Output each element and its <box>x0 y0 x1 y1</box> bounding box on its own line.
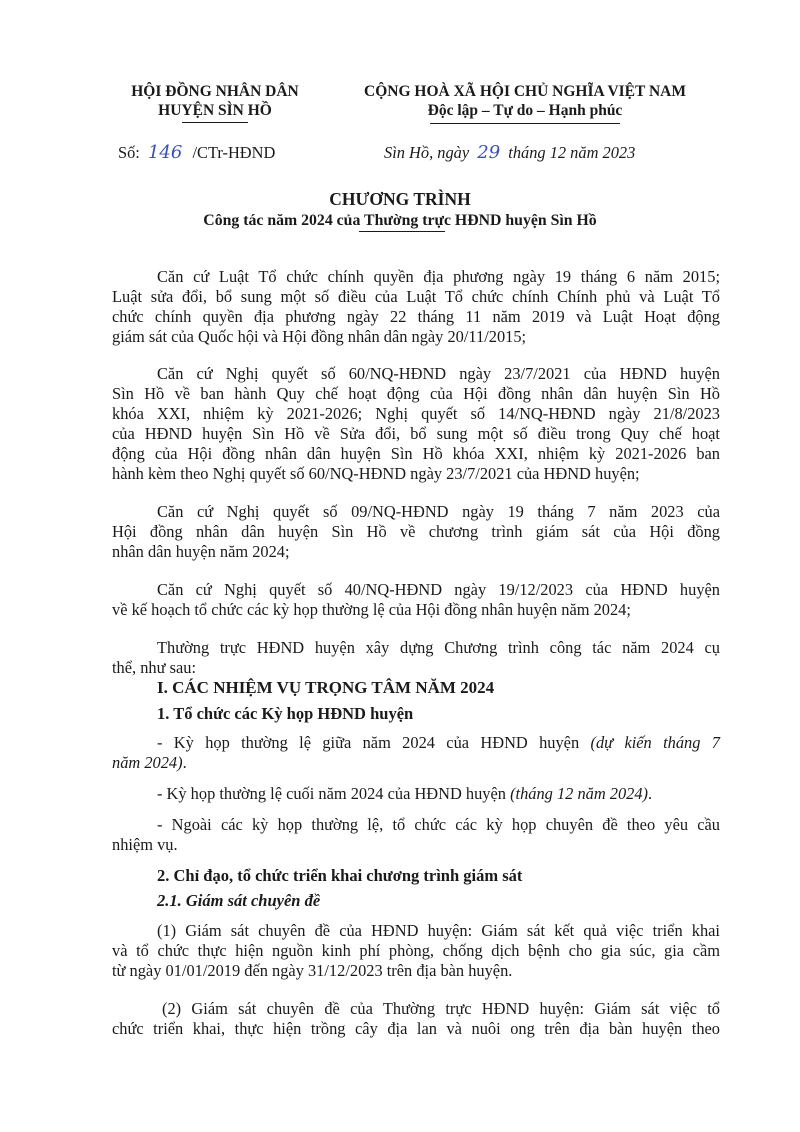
item1-text: - Kỳ họp thường lệ giữa năm 2024 của HĐND huyện <box>157 733 580 752</box>
para1-line3: chức chính quyền địa phương ngày 22 tháng 11 năm 2019 và Luật Hoạt động <box>112 307 720 326</box>
para5-line2: thể, như sau: <box>112 658 196 677</box>
para2-line5: động của Hội đồng nhân dân huyện Sìn Hồ khóa XXI, nhiệm kỳ 2021-2026 ban <box>112 444 720 463</box>
item2-italic: (tháng 12 năm 2024) <box>510 784 649 803</box>
date-suffix: tháng 12 năm 2023 <box>508 143 636 162</box>
para2-line1: Căn cứ Nghị quyết số 60/NQ-HĐND ngày 23/7/2021 của HĐND huyện <box>157 364 720 383</box>
para3-line1: Căn cứ Nghị quyết số 09/NQ-HĐND ngày 19 tháng 7 năm 2023 của <box>157 502 720 521</box>
date-day-handwritten: 29 <box>477 142 501 163</box>
doc-no-suffix: /CTr-HĐND <box>192 143 276 162</box>
document-number <box>118 143 275 163</box>
para6-line2: và tổ chức thực hiện nguồn kinh phí phòng, chống dịch bệnh cho gia súc, gia cầm <box>112 941 720 960</box>
para2-line3: khóa XXI, nhiệm kỳ 2021-2026; Nghị quyết số 14/NQ-HĐND ngày 21/8/2023 <box>112 404 720 423</box>
item1-end: . <box>182 753 187 772</box>
section1-heading: I. CÁC NHIỆM VỤ TRỌNG TÂM NĂM 2024 <box>157 678 495 697</box>
para6-line3: từ ngày 01/01/2019 đến ngày 31/12/2023 trên địa bàn huyện. <box>112 961 513 980</box>
org-underline <box>182 122 248 123</box>
para7-line2: chức triển khai, thực hiện trồng cây địa lan và nuôi ong trên địa bàn huyện theo <box>112 1019 720 1038</box>
org-name-line2: HUYỆN SÌN HỒ <box>158 102 272 119</box>
item2-text: - Kỳ họp thường lệ cuối năm 2024 của HĐND huyện <box>157 784 506 803</box>
sub1-heading: 1. Tổ chức các Kỳ họp HĐND huyện <box>157 704 414 723</box>
para4-line1: Căn cứ Nghị quyết số 40/NQ-HĐND ngày 19/12/2023 của HĐND huyện <box>157 580 720 599</box>
para6-line1: (1) Giám sát chuyên đề của HĐND huyện: Giám sát kết quả việc triển khai <box>157 921 720 940</box>
document-subtitle: Công tác năm 2024 của Thường trực HĐND huyện Sìn Hồ <box>203 212 597 229</box>
para1-line4: giám sát của Quốc hội và Hội đồng nhân dân ngày 20/11/2015; <box>112 327 527 346</box>
item1-italic: (dự kiến tháng 7 <box>590 733 720 752</box>
para2-line4: của HĐND huyện Sìn Hồ về Sửa đổi, bổ sung một số điều trong Quy chế hoạt <box>112 424 720 443</box>
item3-line2: nhiệm vụ. <box>112 835 178 854</box>
para2-line6: hành kèm theo Nghị quyết số 60/NQ-HĐND ngày 23/7/2021 của HĐND huyện; <box>112 464 640 483</box>
doc-no-prefix: Số: <box>118 143 140 162</box>
motto: Độc lập – Tự do – Hạnh phúc <box>427 102 623 119</box>
subtitle-underline <box>359 231 445 232</box>
item3-line1: - Ngoài các kỳ họp thường lệ, tổ chức các kỳ họp chuyên đề theo yêu cầu <box>157 815 720 834</box>
para1-line2: Luật sửa đổi, bổ sung một số điều của Luật Tổ chức chính Chính phủ và Luật Tổ <box>112 287 720 306</box>
doc-no-handwritten: 146 <box>147 142 183 163</box>
para3-line3: nhân dân huyện năm 2024; <box>112 542 290 561</box>
para7-line1: (2) Giám sát chuyên đề của Thường trực HĐND huyện: Giám sát việc tổ <box>162 999 720 1018</box>
para3-line2: Hội đồng nhân dân huyện Sìn Hồ về chương trình giám sát của Hội đồng <box>112 522 720 541</box>
item2-line <box>157 784 652 804</box>
org-name-line1: HỘI ĐỒNG NHÂN DÂN <box>131 83 299 100</box>
para2-line2: Sìn Hồ về ban hành Quy chế hoạt động của Hội đồng nhân dân huyện Sìn Hồ <box>112 384 720 403</box>
document-title: CHƯƠNG TRÌNH <box>329 189 471 209</box>
para1-line1: Căn cứ Luật Tổ chức chính quyền địa phương ngày 19 tháng 6 năm 2015; <box>157 267 720 286</box>
date-prefix: Sìn Hồ, ngày <box>384 143 470 162</box>
document-date <box>384 143 635 163</box>
item1-line2 <box>112 753 187 773</box>
para4-line2: về kế hoạch tổ chức các kỳ họp thường lệ của Hội đồng nhân huyện năm 2024; <box>112 600 631 619</box>
item2-end: . <box>648 784 653 803</box>
para5-line1: Thường trực HĐND huyện xây dựng Chương trình công tác năm 2024 cụ <box>157 638 720 657</box>
sub21-heading: 2.1. Giám sát chuyên đề <box>157 891 321 910</box>
motto-underline <box>430 123 620 124</box>
item1-italic-cont: năm 2024) <box>112 753 183 772</box>
sub2-heading: 2. Chỉ đạo, tổ chức triển khai chương trình giám sát <box>157 866 523 885</box>
item1-line1 <box>157 733 720 753</box>
nation-title: CỘNG HOÀ XÃ HỘI CHỦ NGHĨA VIỆT NAM <box>364 83 686 100</box>
